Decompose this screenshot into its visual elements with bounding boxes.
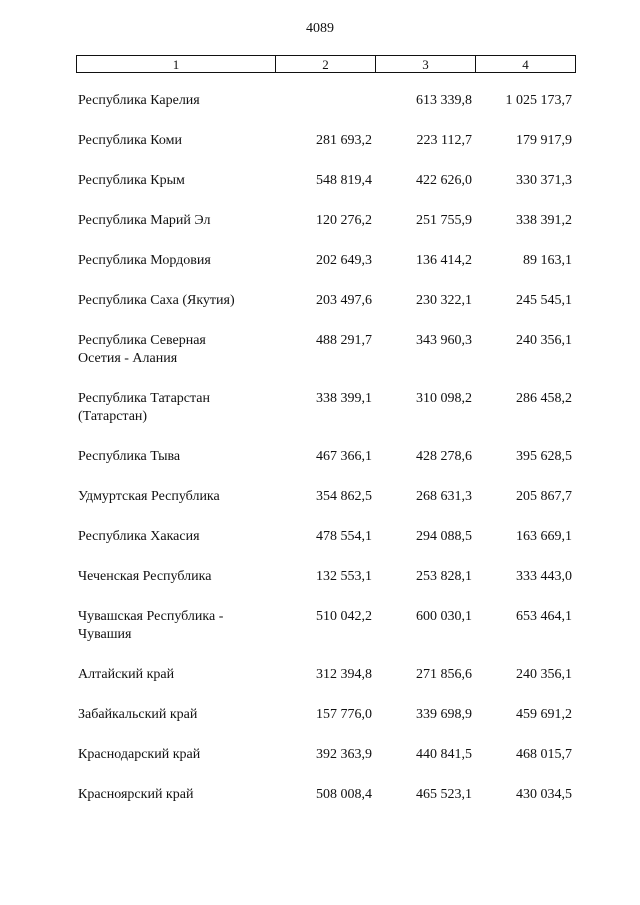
page-number: 4089 xyxy=(306,21,334,36)
value-cell-col2: 203 497,6 xyxy=(316,293,372,308)
column-header-2: 2 xyxy=(276,56,376,72)
value-cell-col3: 440 841,5 xyxy=(416,747,472,762)
value-cell-col4: 333 443,0 xyxy=(516,569,572,584)
value-cell-col4: 240 356,1 xyxy=(516,667,572,682)
table-row xyxy=(76,390,576,426)
region-name-cell: Удмуртская Республика xyxy=(78,489,220,504)
value-cell-col2: 510 042,2 xyxy=(316,609,372,624)
table-row xyxy=(76,172,576,190)
region-name-cell: Красноярский край xyxy=(78,787,194,802)
table-row xyxy=(76,528,576,546)
value-cell-col4: 338 391,2 xyxy=(516,213,572,228)
value-cell-col3: 613 339,8 xyxy=(416,93,472,108)
region-name-cell: Республика Коми xyxy=(78,133,182,148)
value-cell-col2: 338 399,1 xyxy=(316,391,372,406)
region-name-cell: Алтайский край xyxy=(78,667,175,682)
value-cell-col4: 395 628,5 xyxy=(516,449,572,464)
value-cell-col2: 488 291,7 xyxy=(316,333,372,348)
table-row xyxy=(76,252,576,270)
table-row xyxy=(76,488,576,506)
value-cell-col4: 89 163,1 xyxy=(523,253,572,268)
value-cell-col2 xyxy=(275,92,375,110)
value-cell-col3: 268 631,3 xyxy=(416,489,472,504)
region-name-cell: Республика Татарстан (Татарстан) xyxy=(78,391,211,424)
value-cell-col3: 230 322,1 xyxy=(416,293,472,308)
region-name-cell: Чувашская Республика - Чувашия xyxy=(78,609,224,642)
table-row xyxy=(76,666,576,684)
value-cell-col4: 245 545,1 xyxy=(516,293,572,308)
value-cell-col4: 330 371,3 xyxy=(516,173,572,188)
value-cell-col2: 120 276,2 xyxy=(316,213,372,228)
value-cell-col3: 600 030,1 xyxy=(416,609,472,624)
region-name-cell: Республика Марий Эл xyxy=(78,213,211,228)
column-header-1: 1 xyxy=(77,56,276,72)
table-header xyxy=(76,55,576,73)
table-row xyxy=(76,608,576,644)
table-row xyxy=(76,448,576,466)
region-name-cell: Республика Хакасия xyxy=(78,529,200,544)
value-cell-col3: 136 414,2 xyxy=(416,253,472,268)
value-cell-col4: 430 034,5 xyxy=(516,787,572,802)
value-cell-col2: 354 862,5 xyxy=(316,489,372,504)
value-cell-col2: 202 649,3 xyxy=(316,253,372,268)
region-name-cell: Забайкальский край xyxy=(78,707,198,722)
value-cell-col4: 286 458,2 xyxy=(516,391,572,406)
column-header-3: 3 xyxy=(376,56,476,72)
value-cell-col3: 465 523,1 xyxy=(416,787,472,802)
value-cell-col2: 132 553,1 xyxy=(316,569,372,584)
value-cell-col3: 422 626,0 xyxy=(416,173,472,188)
table-row xyxy=(76,706,576,724)
value-cell-col3: 223 112,7 xyxy=(416,133,472,148)
value-cell-col4: 653 464,1 xyxy=(516,609,572,624)
value-cell-col4: 163 669,1 xyxy=(516,529,572,544)
value-cell-col4: 1 025 173,7 xyxy=(505,93,572,108)
column-header-4: 4 xyxy=(522,57,529,72)
value-cell-col2: 508 008,4 xyxy=(316,787,372,802)
table-row xyxy=(76,132,576,150)
value-cell-col3: 343 960,3 xyxy=(416,333,472,348)
table-row xyxy=(76,212,576,230)
table-row xyxy=(76,568,576,586)
region-name-cell: Республика Крым xyxy=(78,173,185,188)
value-cell-col3: 294 088,5 xyxy=(416,529,472,544)
value-cell-col3: 253 828,1 xyxy=(416,569,472,584)
value-cell-col4: 240 356,1 xyxy=(516,333,572,348)
value-cell-col4: 468 015,7 xyxy=(516,747,572,762)
value-cell-col2: 467 366,1 xyxy=(316,449,372,464)
value-cell-col2: 392 363,9 xyxy=(316,747,372,762)
value-cell-col2: 478 554,1 xyxy=(316,529,372,544)
value-cell-col4: 179 917,9 xyxy=(516,133,572,148)
table-row xyxy=(76,292,576,310)
table-row xyxy=(76,92,576,110)
value-cell-col3: 339 698,9 xyxy=(416,707,472,722)
region-name-cell: Республика Северная Осетия - Алания xyxy=(78,333,206,366)
region-name-cell: Республика Карелия xyxy=(78,93,200,108)
table-row xyxy=(76,746,576,764)
table-row xyxy=(76,332,576,368)
value-cell-col3: 251 755,9 xyxy=(416,213,472,228)
value-cell-col3: 271 856,6 xyxy=(416,667,472,682)
value-cell-col3: 310 098,2 xyxy=(416,391,472,406)
region-name-cell: Республика Тыва xyxy=(78,449,181,464)
value-cell-col4: 205 867,7 xyxy=(516,489,572,504)
region-name-cell: Краснодарский край xyxy=(78,747,201,762)
table-row xyxy=(76,786,576,804)
value-cell-col3: 428 278,6 xyxy=(416,449,472,464)
region-name-cell: Республика Саха (Якутия) xyxy=(78,293,235,308)
value-cell-col2: 281 693,2 xyxy=(316,133,372,148)
region-name-cell: Чеченская Республика xyxy=(78,569,212,584)
value-cell-col4: 459 691,2 xyxy=(516,707,572,722)
value-cell-col2: 548 819,4 xyxy=(316,173,372,188)
region-name-cell: Республика Мордовия xyxy=(78,253,211,268)
value-cell-col2: 312 394,8 xyxy=(316,667,372,682)
value-cell-col2: 157 776,0 xyxy=(316,707,372,722)
